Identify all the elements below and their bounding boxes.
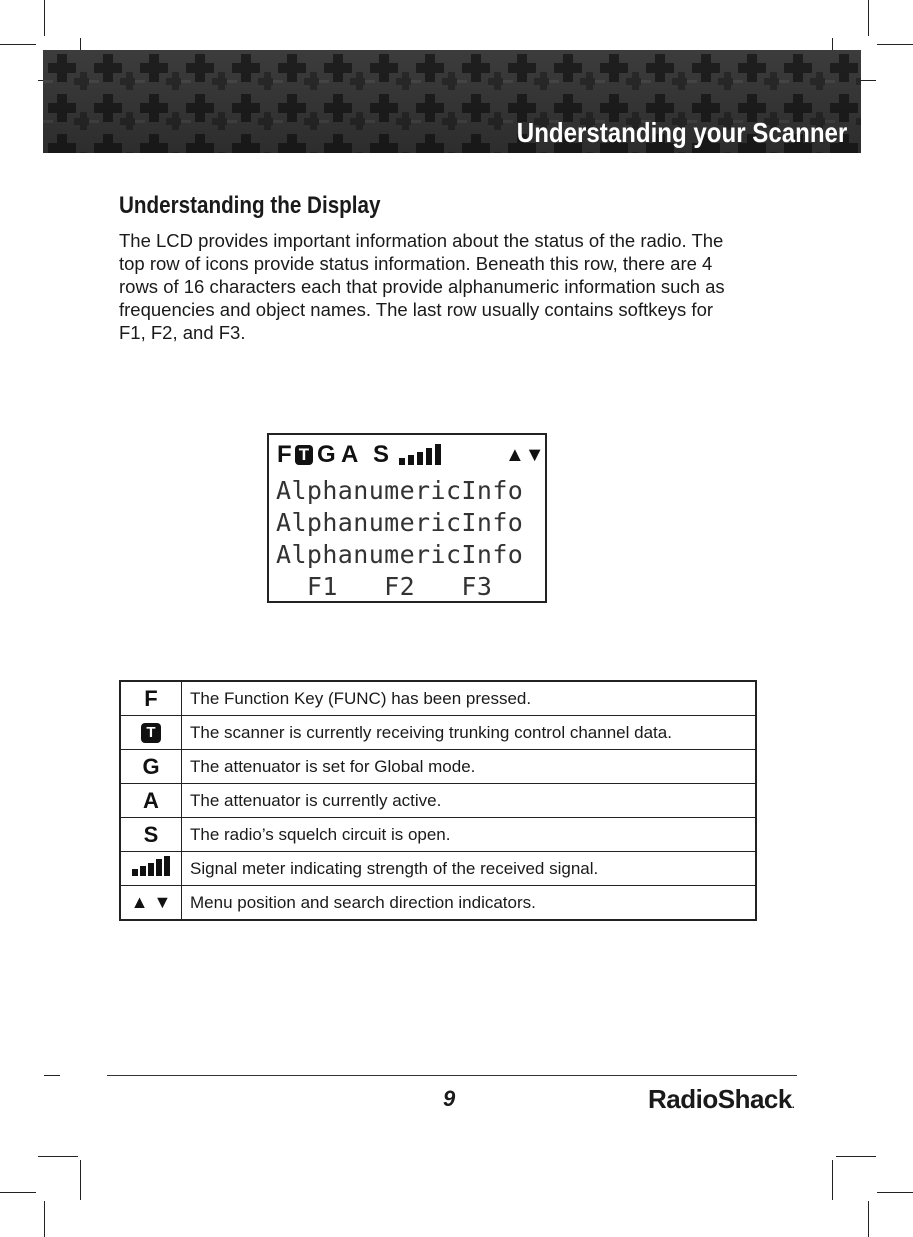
crop-mark [44,0,45,36]
legend-description: Menu position and search direction indicators. [182,886,757,921]
squelch-glyph: S [143,821,159,847]
brand-mark: . [791,1100,795,1111]
legend-description: The radio’s squelch circuit is open. [182,818,757,852]
lcd-signal-meter-icon [399,443,459,467]
crop-mark [44,1201,45,1237]
crop-mark [836,1156,876,1157]
lcd-icon-row [277,441,545,468]
crop-mark [868,0,869,36]
crop-mark [877,1192,913,1193]
page-number: 9 [443,1086,456,1111]
attenuator-glyph: A [143,787,159,813]
chapter-title: Understanding your Scanner [516,117,847,148]
function-key-icon [120,681,182,716]
trunking-glyph: T [141,723,161,743]
global-glyph: G [142,753,160,779]
lcd-arrows-icon: ▲▼ [505,444,545,466]
crop-mark [0,44,36,45]
table-row [120,852,756,886]
icon-legend-table [119,680,757,921]
attenuator-active-icon [120,784,182,818]
legend-description: The attenuator is set for Global mode. [182,750,757,784]
crop-mark [868,1201,869,1237]
table-row [120,886,756,921]
lcd-squelch-icon: S [373,441,390,468]
lcd-softkey-line: F1 F2 F3 [276,572,493,601]
lcd-attenuator-icon: A [341,441,359,468]
crop-mark [38,1156,78,1157]
lcd-text-line: AlphanumericInfo [276,508,524,537]
crop-mark [0,1192,36,1193]
crop-mark [832,1160,833,1200]
signal-meter-glyph [131,855,171,877]
table-row [120,818,756,852]
trunking-icon [120,716,182,750]
brand-name: RadioShack [648,1084,792,1114]
lcd-text-line: AlphanumericInfo [276,476,524,505]
function-key-glyph: F [144,685,158,711]
legend-description: The Function Key (FUNC) has been pressed. [182,681,757,716]
legend-description: The attenuator is currently active. [182,784,757,818]
arrows-glyph: ▲ ▼ [130,892,172,912]
table-row [120,716,756,750]
lcd-global-icon: G [317,441,336,468]
lcd-text-line: AlphanumericInfo [276,540,524,569]
brand-logo [648,1084,794,1115]
section-heading: Understanding the Display [119,192,381,219]
table-row [120,784,756,818]
lcd-display [267,433,547,603]
global-attenuator-icon [120,750,182,784]
crop-mark [44,1075,60,1076]
up-down-arrows-icon [120,886,182,921]
legend-description: The scanner is currently receiving trunking control channel data. [182,716,757,750]
footer-divider [107,1075,797,1076]
table-row [120,681,756,716]
lcd-trunking-icon: T [295,445,313,465]
table-row [120,750,756,784]
intro-paragraph: The LCD provides important information about the status of the radio. The top row of icons provide status information. Beneath this row, there are 4 rows of 16 characters each that provide alphanumeric information such as frequencies and object names. The last row usually contains softkeys for F1, F2, and F3. [119,230,725,343]
squelch-icon [120,818,182,852]
lcd-function-icon: F [277,441,292,468]
signal-meter-icon [120,852,182,886]
crop-mark [80,1160,81,1200]
crop-mark [877,44,913,45]
legend-description: Signal meter indicating strength of the received signal. [182,852,757,886]
